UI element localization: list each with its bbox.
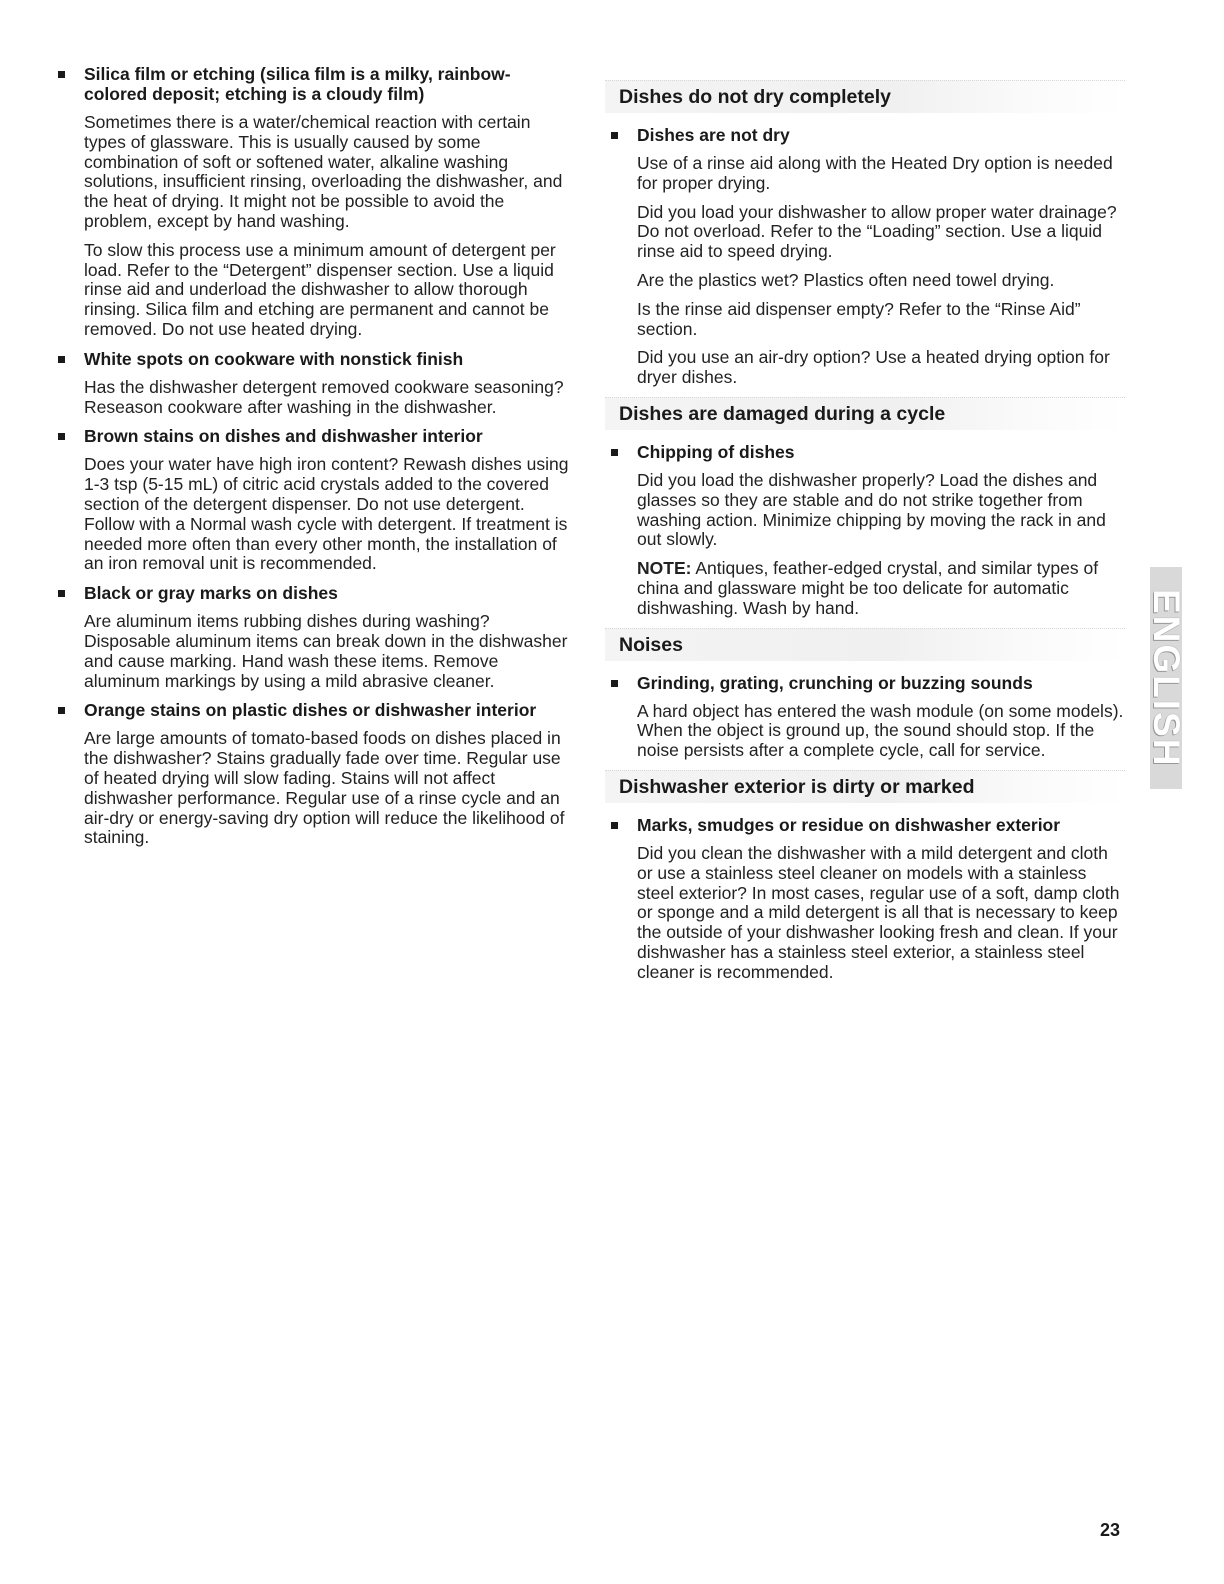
language-label: ENGLISH [1146,588,1187,768]
bullet-icon [611,132,618,139]
issue-title: Orange stains on plastic dishes or dishwasher interior [84,700,537,721]
issue-text: Has the dishwasher detergent removed cookware seasoning? Reseason cookware after washing in the dishwasher. [84,376,564,417]
issue-chipping [605,442,1125,619]
bullet-icon [58,356,65,363]
note [637,559,1125,618]
note-label: NOTE: [637,558,692,579]
issue-text: Are large amounts of tomato-based foods on dishes placed in the dishwasher? Stains gradually fade over time. Regular use of heated drying will slow fading. Stains will not affect dishwasher performance. Regular use of a rinse cycle and an air-dry or energy-saving dry option will reduce the likelihood of staining. [84,728,565,848]
issue-not-dry [605,125,1125,388]
issue-white-spots [52,349,572,418]
issue-text: Did you load the dishwasher properly? Load the dishes and glasses so they are stable and do not strike together from washing action. Minimize chipping by moving the rack in and out slowly. [637,469,1106,550]
bullet-icon [58,590,65,597]
right-column [605,80,1125,992]
issue-grinding-sounds [605,673,1125,761]
note-text: Antiques, feather-edged crystal, and similar types of china and glassware might be too delicate for automatic dishwashing. Wash by hand. [637,558,1099,618]
issue-black-gray-marks [52,583,572,691]
issue-exterior-marks [605,815,1125,983]
issue-text: Are aluminum items rubbing dishes during washing? Disposable aluminum items can break down in the dishwasher and cause marking. Hand wash these items. Remove aluminum markings by using a mild abrasive cleaner. [84,611,568,691]
issue-text: Use of a rinse aid along with the Heated Dry option is needed for proper drying. [637,153,1113,193]
issue-text: Sometimes there is a water/chemical reaction with certain types of glassware. This is usually caused by some combination of soft or softened water, alkaline washing solutions, insufficient rinsing, overloading the dishwasher, and the heat of drying. It might not be possible to avoid the problem, except by hand washing. [84,112,563,231]
section-heading-dry: Dishes do not dry completely [605,80,1125,113]
issue-text: Is the rinse aid dispenser empty? Refer to the “Rinse Aid” section. [637,298,1081,339]
bullet-icon [58,707,65,714]
left-column [52,64,572,857]
issue-text: Did you clean the dishwasher with a mild detergent and cloth or use a stainless steel cleaner on models with a stainless steel exterior? In most cases, regular use of a soft, damp cloth or sponge and a mild detergent is all that is necessary to keep the outside of your dishwasher looking fresh and clean. If your dishwasher has a stainless steel exterior, a stainless steel cleaner is recommended. [637,842,1120,982]
bullet-icon [58,71,65,78]
section-heading-noises: Noises [605,628,1125,661]
issue-text: Are the plastics wet? Plastics often need towel drying. [637,269,1055,290]
issue-title: Black or gray marks on dishes [84,583,338,604]
bullet-icon [611,449,618,456]
issue-title: Dishes are not dry [637,125,790,145]
issue-title: Silica film or etching (silica film is a milky, rainbow-colored deposit; etching is a cloudy film) [84,64,511,104]
issue-title: Chipping of dishes [637,441,795,462]
issue-text: Did you load your dishwasher to allow proper water drainage? Do not overload. Refer to the “Loading” section. Use a liquid rinse aid to speed drying. [637,201,1117,262]
issue-silica-film [52,64,572,340]
issue-title: Brown stains on dishes and dishwasher interior [84,426,483,447]
issue-title: Marks, smudges or residue on dishwasher exterior [637,814,1061,835]
issue-orange-stains [52,700,572,848]
section-heading-exterior: Dishwasher exterior is dirty or marked [605,770,1125,803]
issue-title: Grinding, grating, crunching or buzzing sounds [637,672,1033,693]
issue-text: A hard object has entered the wash module (on some models). When the object is ground up, the sound should stop. If the noise persists after a complete cycle, call for service. [637,700,1124,761]
issue-brown-stains [52,426,572,574]
issue-text: Did you use an air-dry option? Use a heated drying option for dryer dishes. [637,347,1110,388]
bullet-icon [611,822,618,829]
page-number: 23 [1100,1520,1121,1540]
section-heading-damaged: Dishes are damaged during a cycle [605,397,1125,430]
bullet-icon [58,433,65,440]
bullet-icon [611,680,618,687]
issue-title: White spots on cookware with nonstick finish [84,348,464,369]
issue-text: To slow this process use a minimum amount of detergent per load. Refer to the “Detergent” dispenser section. Use a liquid rinse aid and underload the dishwasher to allow thorough rinsing. Silica film and etching are permanent and cannot be removed. Do not use heated drying. [84,239,556,339]
language-side-tab [1146,567,1187,789]
issue-text: Does your water have high iron content? Rewash dishes using 1-3 tsp (5-15 mL) of citric acid crystals added to the covered section of the detergent dispenser. Do not use detergent. Follow with a Normal wash cycle with detergent. If treatment is needed more often than every other month, the installation of an iron removal unit is recommended. [84,454,569,574]
